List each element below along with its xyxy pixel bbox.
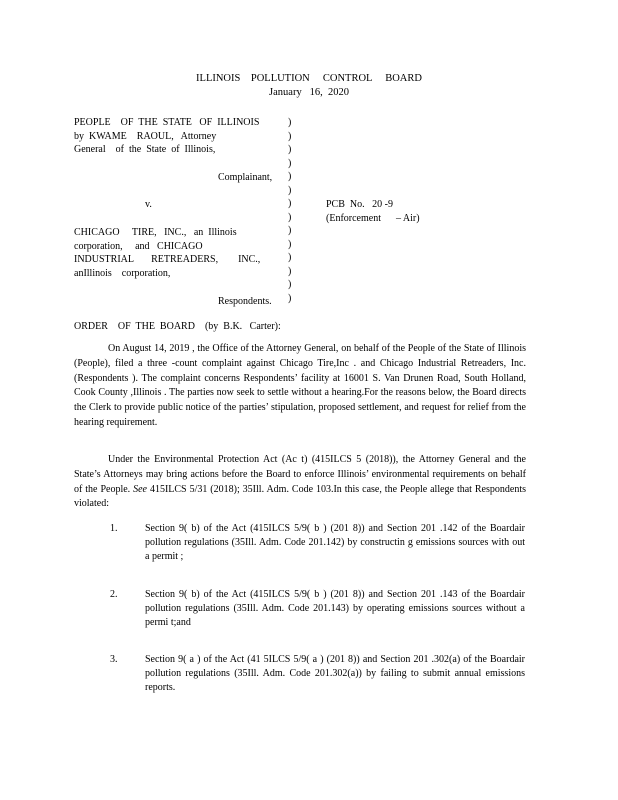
paragraph-2 bbox=[74, 453, 526, 512]
respondent-line-3: INDUSTRIAL RETREADERS, INC., bbox=[74, 254, 261, 265]
paren-7: ) bbox=[288, 198, 292, 209]
versus-label: v. bbox=[145, 199, 152, 210]
order-date: January 16, 2020 bbox=[269, 87, 349, 98]
list-item-number: 3. bbox=[110, 654, 118, 665]
list-item-text: Section 9( b) of the Act (415ILCS 5/9( b ) (201 8)) and Section 201 .142 of the Boardair pollution regulations (35Ill. Adm. Code 201.142) by constructin g emissions sources with out a permit ; bbox=[145, 523, 525, 563]
paren-10: ) bbox=[288, 238, 292, 250]
paren-13: ) bbox=[288, 279, 292, 290]
respondent-line-4: anIllinois corporation, bbox=[74, 267, 171, 279]
document-header bbox=[0, 72, 618, 100]
paren-1: ) bbox=[288, 117, 292, 128]
order-heading: ORDER OF THE BOARD (by B.K. Carter): bbox=[74, 321, 281, 332]
paragraph-1-text: On August 14, 2019 , the Office of the Attorney General, on behalf of the People of the State of Illinois (People), filed a three -count complaint against Chicago Tire,Inc . and Chicago Industrial Retreaders, Inc. (Respondents ). The complaint concerns Respondents’ facility at 16001 S. Van Drunen Road, South Holland, Cook County ,Illinois . The parties now seek to settle without a hearing.For the reasons below, the Board directs the Clerk to provide public notice of the parties’ stipulation, proposed settlement, and request for relief from the hearing requirement. bbox=[74, 343, 526, 428]
caption-parenthesis-column bbox=[288, 116, 291, 305]
paren-12: ) bbox=[288, 265, 292, 277]
respondent-line-2: corporation, and CHICAGO bbox=[74, 240, 203, 252]
complainant-line-1: PEOPLE OF THE STATE OF ILLINOIS bbox=[74, 117, 260, 128]
paren-14: ) bbox=[288, 292, 292, 304]
paren-9: ) bbox=[288, 225, 292, 236]
respondent-block bbox=[74, 226, 260, 280]
case-type: (Enforcement – Air) bbox=[326, 213, 420, 224]
paren-3: ) bbox=[288, 144, 292, 155]
board-name: ILLINOIS POLLUTION CONTROL BOARD bbox=[196, 73, 422, 84]
paren-8: ) bbox=[288, 211, 292, 223]
complainant-line-2: by KWAME RAOUL, Attorney bbox=[74, 130, 217, 142]
complainant-block bbox=[74, 116, 259, 157]
list-item-number: 1. bbox=[110, 523, 118, 534]
respondent-line-1: CHICAGO TIRE, INC., an Illinois bbox=[74, 227, 237, 238]
list-item-text: Section 9( a ) of the Act (41 5ILCS 5/9( a ) (201 8)) and Section 201 .302(a) of the Boardair pollution regulations (35Ill. Adm. Code 201.302(a)) by failing to submit annual emissions reports. bbox=[145, 654, 525, 694]
paren-5: ) bbox=[288, 171, 292, 182]
paragraph-2-see: See bbox=[133, 483, 147, 495]
complainant-label: Complainant, bbox=[218, 172, 273, 183]
paren-6: ) bbox=[288, 184, 292, 196]
respondent-label: Respondents. bbox=[218, 296, 272, 307]
paragraph-2-text-b: 415ILCS 5/31 (2018); 35Ill. Adm. Code 103.In this case, the People allege that Respondents violated: bbox=[74, 483, 526, 510]
case-number: PCB No. 20 -9 bbox=[326, 199, 393, 210]
paren-4: ) bbox=[288, 157, 292, 169]
paragraph-1 bbox=[74, 342, 526, 431]
list-item-number: 2. bbox=[110, 589, 118, 600]
paren-11: ) bbox=[288, 252, 292, 263]
list-item-text: Section 9( b) of the Act (415ILCS 5/9( b ) (201 8)) and Section 201 .143 of the Boardair pollution regulations (35Ill. Adm. Code 201.143) by operating emissions sources without a permi t;and bbox=[145, 589, 525, 629]
paragraph-2-text-a: Under the Environmental Protection Act (Ac t) (415ILCS 5 (2018)), the Attorney General and the State’s Attorneys may bring actions before the Board to enforce Illinois’ environmental requirements on behalf of the People. bbox=[74, 454, 526, 495]
paren-2: ) bbox=[288, 130, 292, 142]
complainant-line-3: General of the State of Illinois, bbox=[74, 144, 216, 155]
